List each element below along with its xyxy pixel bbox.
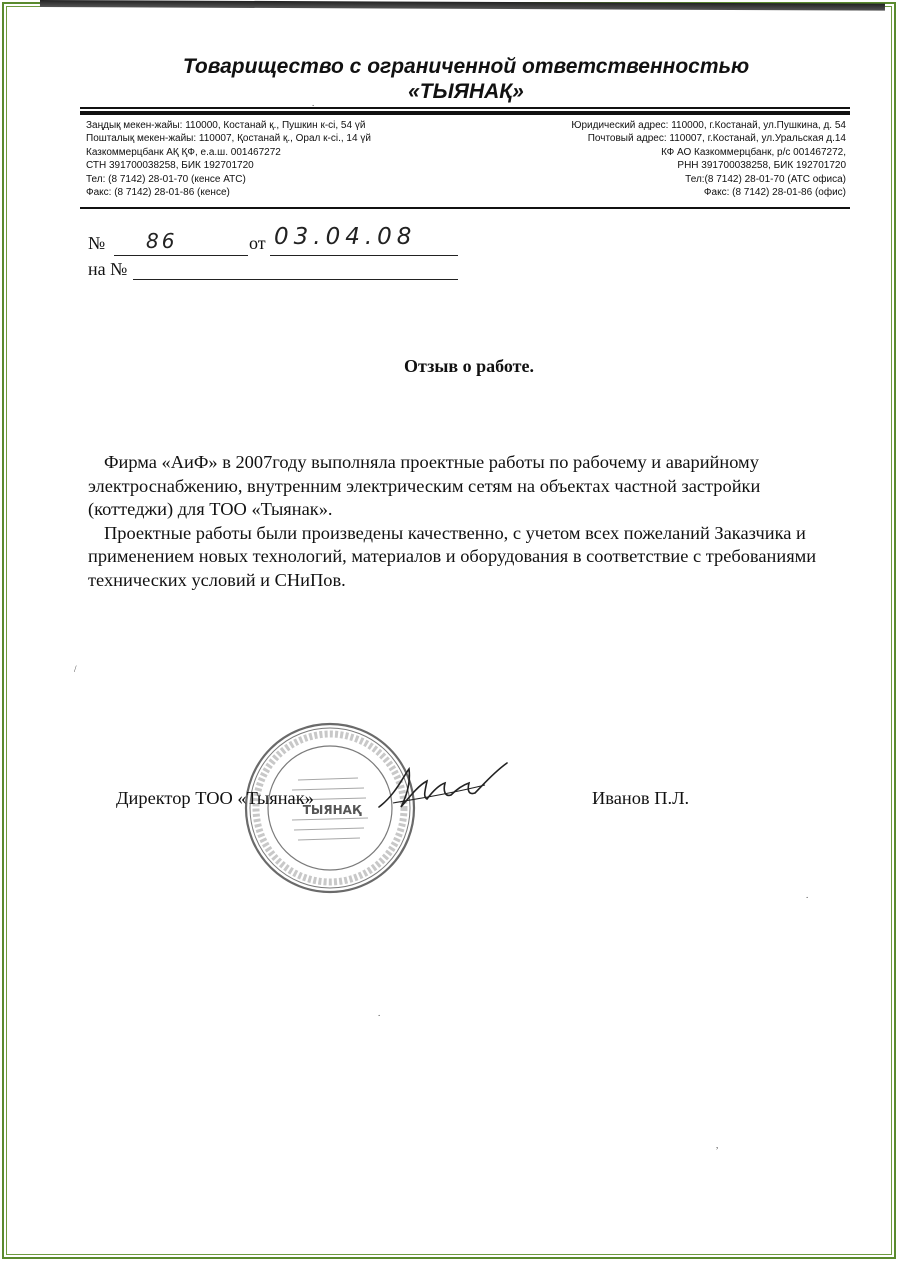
date-value: 03.04.08 bbox=[274, 224, 417, 250]
address-line: РНН 391700038258, БИК 192701720 bbox=[677, 160, 846, 172]
header-rule-thick bbox=[80, 111, 850, 115]
body-paragraph: Фирма «АиФ» в 2007году выполняла проектные работы по рабочему и аварийному электроснабжению, внутренним электрическим сетям на объектах частной застройки (коттеджи) для ТОО «Тыянак». bbox=[88, 452, 761, 519]
number-value: 86 bbox=[146, 229, 178, 253]
header-rule-thin bbox=[80, 107, 850, 109]
address-kazakh bbox=[86, 119, 371, 199]
header-rule-bottom bbox=[80, 207, 850, 209]
address-line: Тел: (8 7142) 28-01-70 (кенсе АТС) bbox=[86, 173, 246, 185]
address-line: КФ АО Казкоммерцбанк, р/с 001467272, bbox=[661, 146, 846, 158]
company-short-name: «ТЫЯНАҚ» bbox=[408, 80, 524, 103]
document-body bbox=[88, 451, 818, 592]
address-line: Факс: (8 7142) 28-01-86 (кенсе) bbox=[86, 187, 230, 199]
date-underline bbox=[270, 255, 458, 256]
signatory-name: Иванов П.Л. bbox=[592, 788, 690, 808]
address-line: Факс: (8 7142) 28-01-86 (офис) bbox=[703, 187, 846, 199]
scan-speck: / bbox=[74, 664, 77, 674]
date-label: от bbox=[249, 233, 266, 253]
number-underline bbox=[114, 255, 248, 256]
address-russian bbox=[571, 119, 846, 199]
scan-speck: . bbox=[806, 890, 809, 900]
scan-speck: , bbox=[716, 1140, 719, 1150]
address-line: Пошталық мекен-жайы: 110007, Қостанай қ., Орал к-сi., 14 үй bbox=[86, 133, 371, 145]
address-line: Заңдық мекен-жайы: 110000, Костанай қ., Пушкин к-сi, 54 үй bbox=[86, 120, 366, 131]
company-name: Товарищество с ограниченной ответственностью bbox=[182, 55, 750, 78]
number-label: № bbox=[88, 233, 106, 253]
signatory-position: Директор ТОО «Тыянак» bbox=[116, 788, 314, 808]
address-line: Тел:(8 7142) 28-01-70 (АТС офиса) bbox=[685, 173, 846, 185]
address-line: Казкоммерцбанк АҚ ҚФ, е.а.ш. 001467272 bbox=[86, 146, 281, 158]
address-line: Юридический адрес: 110000, г.Костанай, ул.Пушкина, д. 54 bbox=[571, 120, 846, 131]
director-signature bbox=[375, 755, 515, 815]
scan-speck: . bbox=[312, 98, 315, 108]
scan-speck: . bbox=[378, 1008, 381, 1018]
body-paragraph: Проектные работы были произведены качественно, с учетом всех пожеланий Заказчика и применением новых технологий, материалов и оборудования в соответствие с требованиями технических условий и СНиПов. bbox=[88, 522, 817, 590]
reply-number-underline bbox=[133, 279, 458, 280]
document-title: Отзыв о работе. bbox=[404, 356, 534, 376]
reply-number-label: на № bbox=[88, 259, 128, 279]
address-line: Почтовый адрес: 110007, г.Костанай, ул.Уральская д.14 bbox=[587, 133, 846, 145]
address-line: СТН 391700038258, БИК 192701720 bbox=[86, 160, 254, 172]
seal-center-text: ТЫЯНАҚ bbox=[302, 803, 362, 817]
